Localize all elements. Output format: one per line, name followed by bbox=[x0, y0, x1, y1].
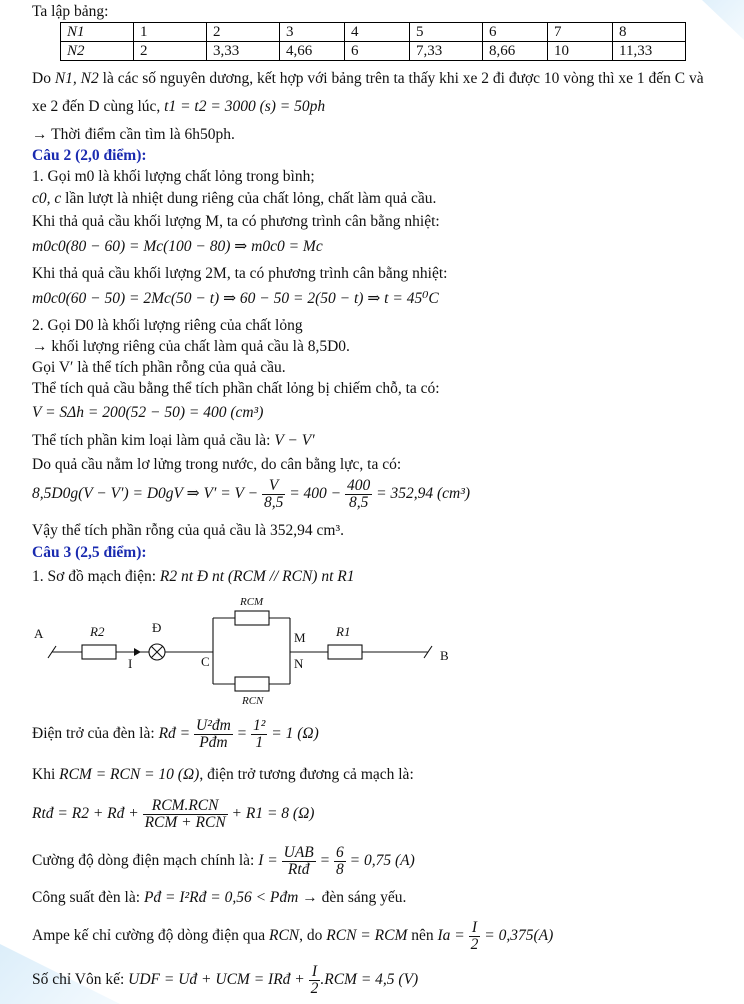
table-cell: 6 bbox=[483, 23, 548, 42]
text: Ampe kế chỉ cường độ dòng điện qua bbox=[32, 927, 269, 945]
node-label: C bbox=[201, 654, 210, 669]
fraction bbox=[469, 920, 481, 953]
paragraph bbox=[32, 920, 553, 953]
table-cell: 10 bbox=[548, 42, 613, 61]
text: là các số nguyên dương, kết hợp với bảng trên ta thấy khi xe 2 đi được 10 vòng thì xe 1 đến C và bbox=[98, 70, 704, 87]
table-cell: N1 bbox=[61, 23, 134, 42]
paragraph: → Thời điểm cần tìm là 6h50ph. bbox=[32, 126, 235, 143]
paragraph bbox=[32, 964, 418, 997]
math: = 0,75 (A) bbox=[345, 852, 415, 870]
denominator: 8 bbox=[335, 861, 344, 878]
text: Số chỉ Vôn kế: bbox=[32, 971, 129, 989]
fraction bbox=[309, 964, 321, 997]
math: N1, N2 bbox=[54, 70, 99, 87]
paragraph: Khi thả quả cầu khối lượng M, ta có phương trình cân bằng nhiệt: bbox=[32, 213, 440, 230]
table-cell: 8 bbox=[613, 23, 686, 42]
node-label: A bbox=[34, 626, 44, 641]
table-cell: 5 bbox=[410, 23, 483, 42]
resistor-r1 bbox=[328, 645, 362, 659]
math: RCN = RCM bbox=[326, 927, 408, 945]
denominator: RCM + RCN bbox=[144, 814, 226, 831]
math: RCM = RCN = 10 (Ω) bbox=[59, 766, 200, 783]
equation: m0c0(60 − 50) = 2Mc(50 − t) ⇒ 60 − 50 = 2(50 − t) ⇒ t = 45⁰C bbox=[32, 290, 439, 307]
circuit-diagram bbox=[30, 592, 480, 708]
node-label: B bbox=[440, 648, 449, 663]
numerator: UAB bbox=[283, 844, 314, 861]
lamp-label: Đ bbox=[152, 620, 162, 635]
paragraph: Gọi V′ là thể tích phần rỗng của quả cầu. bbox=[32, 359, 286, 376]
math: = 0,375(A) bbox=[480, 927, 554, 945]
fraction bbox=[251, 718, 267, 751]
node-label: M bbox=[294, 630, 306, 645]
table-row bbox=[61, 23, 686, 42]
resistor-rcn bbox=[235, 677, 269, 691]
table-cell: N2 bbox=[61, 42, 134, 61]
text: , do bbox=[299, 927, 327, 945]
denominator: 2 bbox=[470, 936, 479, 953]
n1-n2-table bbox=[60, 22, 686, 61]
resistor-label: R2 bbox=[90, 624, 105, 639]
section-heading: Câu 3 (2,5 điểm): bbox=[32, 544, 147, 561]
math: = 352,94 (cm³) bbox=[372, 485, 471, 503]
denominator: 2 bbox=[310, 980, 319, 997]
fraction bbox=[282, 845, 316, 878]
equation: m0c0(80 − 60) = Mc(100 − 80) ⇒ m0c0 = Mc bbox=[32, 238, 323, 255]
paragraph: 2. Gọi D0 là khối lượng riêng của chất lỏng bbox=[32, 317, 303, 334]
paragraph bbox=[32, 432, 315, 450]
table-cell: 4 bbox=[345, 23, 410, 42]
numerator: V bbox=[262, 478, 285, 495]
paragraph: Thể tích quả cầu bằng thể tích phần chất lỏng bị chiếm chỗ, ta có: bbox=[32, 380, 440, 397]
text: đèn sáng yếu. bbox=[317, 889, 407, 906]
resistor-r2 bbox=[82, 645, 116, 659]
paragraph: Vậy thể tích phần rỗng của quả cầu là 352,94 cm³. bbox=[32, 522, 344, 539]
equation bbox=[32, 478, 470, 511]
table-cell: 7,33 bbox=[410, 42, 483, 61]
numerator: I bbox=[309, 964, 321, 981]
text: Khi bbox=[32, 766, 60, 783]
table-cell: 8,66 bbox=[483, 42, 548, 61]
math: I = bbox=[258, 852, 282, 870]
table-cell: 2 bbox=[134, 42, 207, 61]
table-cell: 2 bbox=[207, 23, 280, 42]
fraction bbox=[345, 478, 372, 511]
denominator: Pđm bbox=[199, 734, 228, 751]
paragraph: Do quả cầu nằm lơ lửng trong nước, do cân bằng lực, ta có: bbox=[32, 456, 402, 473]
text: Công suất đèn là: bbox=[32, 889, 144, 906]
text: , điện trở tương đương cả mạch là: bbox=[199, 766, 414, 783]
resistor-label: R1 bbox=[336, 624, 351, 639]
math: Rđ = bbox=[158, 725, 194, 743]
denominator: Rtđ bbox=[287, 861, 310, 878]
text: Thể tích phần kim loại làm quả cầu là: bbox=[32, 432, 275, 449]
text: Cường độ dòng điện mạch chính là: bbox=[32, 852, 259, 870]
text: lần lượt là nhiệt dung riêng của chất lỏng, chất làm quả cầu. bbox=[61, 190, 437, 207]
resistor-label: RCM bbox=[240, 596, 264, 608]
denominator: 8,5 bbox=[263, 494, 284, 511]
equation bbox=[32, 798, 314, 831]
numerator: U²đm bbox=[196, 717, 231, 734]
numerator: RCM.RCN bbox=[143, 798, 228, 815]
paragraph bbox=[32, 718, 319, 751]
text: Điện trở của đèn là: bbox=[32, 725, 159, 743]
text: nên bbox=[407, 927, 438, 945]
table-cell: 3,33 bbox=[207, 42, 280, 61]
numerator: 6 bbox=[335, 844, 344, 861]
math: + R1 = 8 (Ω) bbox=[227, 805, 315, 823]
paragraph bbox=[32, 190, 436, 208]
math: R2 nt Đ nt (RCM // RCN) nt R1 bbox=[159, 568, 355, 585]
table-cell: 11,33 bbox=[613, 42, 686, 61]
table-cell: 4,66 bbox=[280, 42, 345, 61]
paragraph bbox=[32, 70, 704, 88]
table-cell: 6 bbox=[345, 42, 410, 61]
math: = 400 − bbox=[285, 485, 345, 503]
paragraph: Khi thả quả cầu khối lượng 2M, ta có phương trình cân bằng nhiệt: bbox=[32, 265, 448, 282]
math: t1 = t2 = 3000 (s) = 50ph bbox=[164, 98, 326, 115]
node-label: N bbox=[294, 656, 304, 671]
paragraph bbox=[32, 568, 354, 586]
numerator: 1² bbox=[253, 717, 266, 734]
math: RCN bbox=[269, 927, 300, 945]
denominator: 8,5 bbox=[348, 494, 369, 511]
denominator: 1 bbox=[255, 734, 264, 751]
intro-line: Ta lập bảng: bbox=[32, 3, 109, 20]
equation: V = SΔh = 200(52 − 50) = 400 (cm³) bbox=[32, 404, 264, 421]
math: c0, c bbox=[32, 190, 62, 207]
math: Ia = bbox=[437, 927, 469, 945]
paragraph: 1. Gọi m0 là khối lượng chất lỏng trong bình; bbox=[32, 168, 315, 185]
paragraph: → khối lượng riêng của chất làm quả cầu là 8,5D0. bbox=[32, 338, 350, 355]
table-cell: 3 bbox=[280, 23, 345, 42]
paragraph bbox=[32, 845, 415, 878]
fraction bbox=[262, 478, 285, 511]
math: Pđ = I²Rđ = 0,56 < Pđm → bbox=[143, 889, 318, 906]
math: = bbox=[232, 725, 252, 743]
math: 8,5D0g(V − V′) = D0gV ⇒ V′ = V − bbox=[32, 485, 262, 503]
numerator: 400 bbox=[347, 477, 371, 494]
math: = bbox=[315, 852, 334, 870]
table-cell: 1 bbox=[134, 23, 207, 42]
table-cell: 7 bbox=[548, 23, 613, 42]
paragraph bbox=[32, 766, 414, 784]
math: V − V′ bbox=[274, 432, 315, 449]
text: xe 2 đến D cùng lúc, bbox=[32, 98, 165, 115]
current-label: I bbox=[128, 656, 133, 671]
math: UDF = Uđ + UCM = IRđ + bbox=[128, 971, 309, 989]
resistor-rcm bbox=[235, 611, 269, 625]
table-row bbox=[61, 42, 686, 61]
corner-decoration bbox=[684, 0, 744, 40]
math: = 1 (Ω) bbox=[267, 725, 319, 743]
fraction bbox=[334, 845, 346, 878]
math: .RCM = 4,5 (V) bbox=[320, 971, 419, 989]
section-heading: Câu 2 (2,0 điểm): bbox=[32, 147, 147, 164]
fraction bbox=[143, 798, 228, 831]
resistor-label: RCN bbox=[242, 695, 264, 707]
fraction bbox=[194, 718, 233, 751]
paragraph bbox=[32, 98, 325, 116]
text: Do bbox=[32, 70, 55, 87]
text: 1. Sơ đồ mạch điện: bbox=[32, 568, 160, 585]
math: Rtđ = R2 + Rđ + bbox=[32, 805, 143, 823]
paragraph bbox=[32, 889, 406, 907]
arrow-icon bbox=[134, 648, 141, 656]
numerator: I bbox=[469, 920, 481, 937]
